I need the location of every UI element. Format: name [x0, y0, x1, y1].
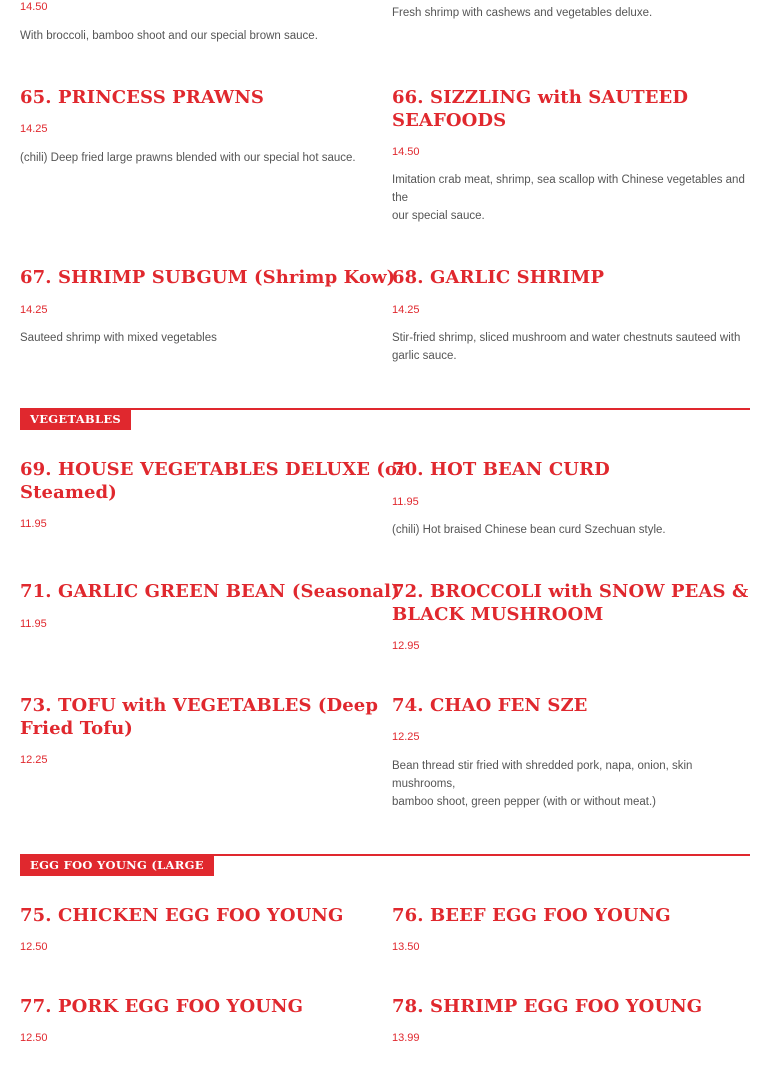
item-description: (chili) Hot braised Chinese bean curd Szechuan style. — [392, 524, 666, 536]
item-title-line: BLACK MUSHROOM — [392, 603, 604, 625]
item-price: 12.25 — [392, 731, 420, 743]
item-description-line: bamboo shoot, green pepper (with or without meat.) — [392, 796, 657, 808]
item-description: With broccoli, bamboo shoot and our special brown sauce. — [20, 30, 318, 42]
item-price: 12.50 — [20, 1032, 48, 1044]
item-description-line: the — [392, 192, 408, 204]
item-title[interactable]: 77. PORK EGG FOO YOUNG — [20, 996, 304, 1017]
item-description: Fresh shrimp with cashews and vegetables deluxe. — [392, 7, 653, 19]
item-description-line: garlic sauce. — [392, 350, 457, 362]
item-price: 12.25 — [20, 754, 48, 766]
item-description-line: our special sauce. — [392, 210, 485, 222]
item-description — [392, 329, 740, 365]
item-title[interactable]: 70. HOT BEAN CURD — [392, 459, 610, 480]
item-title[interactable]: 65. PRINCESS PRAWNS — [20, 87, 264, 108]
item-title[interactable] — [392, 581, 748, 626]
item-price: 13.99 — [392, 1032, 420, 1044]
item-price: 11.95 — [20, 518, 47, 530]
item-description: (chili) Deep fried large prawns blended with our special hot sauce. — [20, 152, 356, 164]
item-title-line: 66. SIZZLING with SAUTEED — [392, 87, 689, 108]
item-title[interactable] — [392, 87, 688, 132]
item-description: Sauteed shrimp with mixed vegetables — [20, 332, 217, 344]
item-description-line: Bean thread stir fried with shredded pork, napa, onion, skin — [392, 760, 693, 772]
item-description-line: Stir-fried shrimp, sliced mushroom and water chestnuts sauteed with — [392, 332, 741, 344]
item-price: 12.95 — [392, 640, 420, 652]
item-title[interactable]: 74. CHAO FEN SZE — [392, 695, 588, 716]
section-tag-egg-foo-young: EGG FOO YOUNG (LARGE — [20, 854, 214, 876]
item-description-line: mushrooms, — [392, 778, 456, 790]
item-title[interactable] — [20, 459, 407, 504]
item-title[interactable]: 75. CHICKEN EGG FOO YOUNG — [20, 905, 344, 926]
item-price: 12.50 — [20, 941, 48, 953]
item-price: 11.95 — [392, 496, 419, 508]
item-description-line: Imitation crab meat, shrimp, sea scallop with Chinese vegetables and — [392, 174, 745, 186]
item-price: 14.25 — [20, 304, 48, 316]
item-title-line: Fried Tofu) — [20, 717, 133, 739]
item-price: 13.50 — [392, 941, 420, 953]
item-title[interactable]: 71. GARLIC GREEN BEAN (Seasonal) — [20, 581, 400, 602]
item-title[interactable] — [20, 695, 378, 740]
item-price: 14.50 — [392, 146, 420, 158]
item-title[interactable]: 67. SHRIMP SUBGUM (Shrimp Kow) — [20, 267, 396, 288]
item-price: 14.25 — [392, 304, 420, 316]
section-tag-vegetables: VEGETABLES — [20, 408, 131, 430]
item-description — [392, 757, 692, 811]
item-title[interactable]: 78. SHRIMP EGG FOO YOUNG — [392, 996, 703, 1017]
item-title-line: 69. HOUSE VEGETABLES DELUXE (or — [20, 459, 407, 480]
item-price: 11.95 — [20, 618, 47, 630]
item-title[interactable]: 76. BEEF EGG FOO YOUNG — [392, 905, 671, 926]
item-price: 14.25 — [20, 123, 48, 135]
item-title-line: SEAFOODS — [392, 109, 507, 131]
item-description — [392, 171, 745, 225]
item-title-line: Steamed) — [20, 481, 117, 503]
item-title[interactable]: 68. GARLIC SHRIMP — [392, 267, 605, 288]
item-title-line: 72. BROCCOLI with SNOW PEAS & — [392, 581, 749, 602]
item-title-line: 73. TOFU with VEGETABLES (Deep — [20, 695, 379, 716]
item-price: 14.50 — [20, 1, 48, 13]
